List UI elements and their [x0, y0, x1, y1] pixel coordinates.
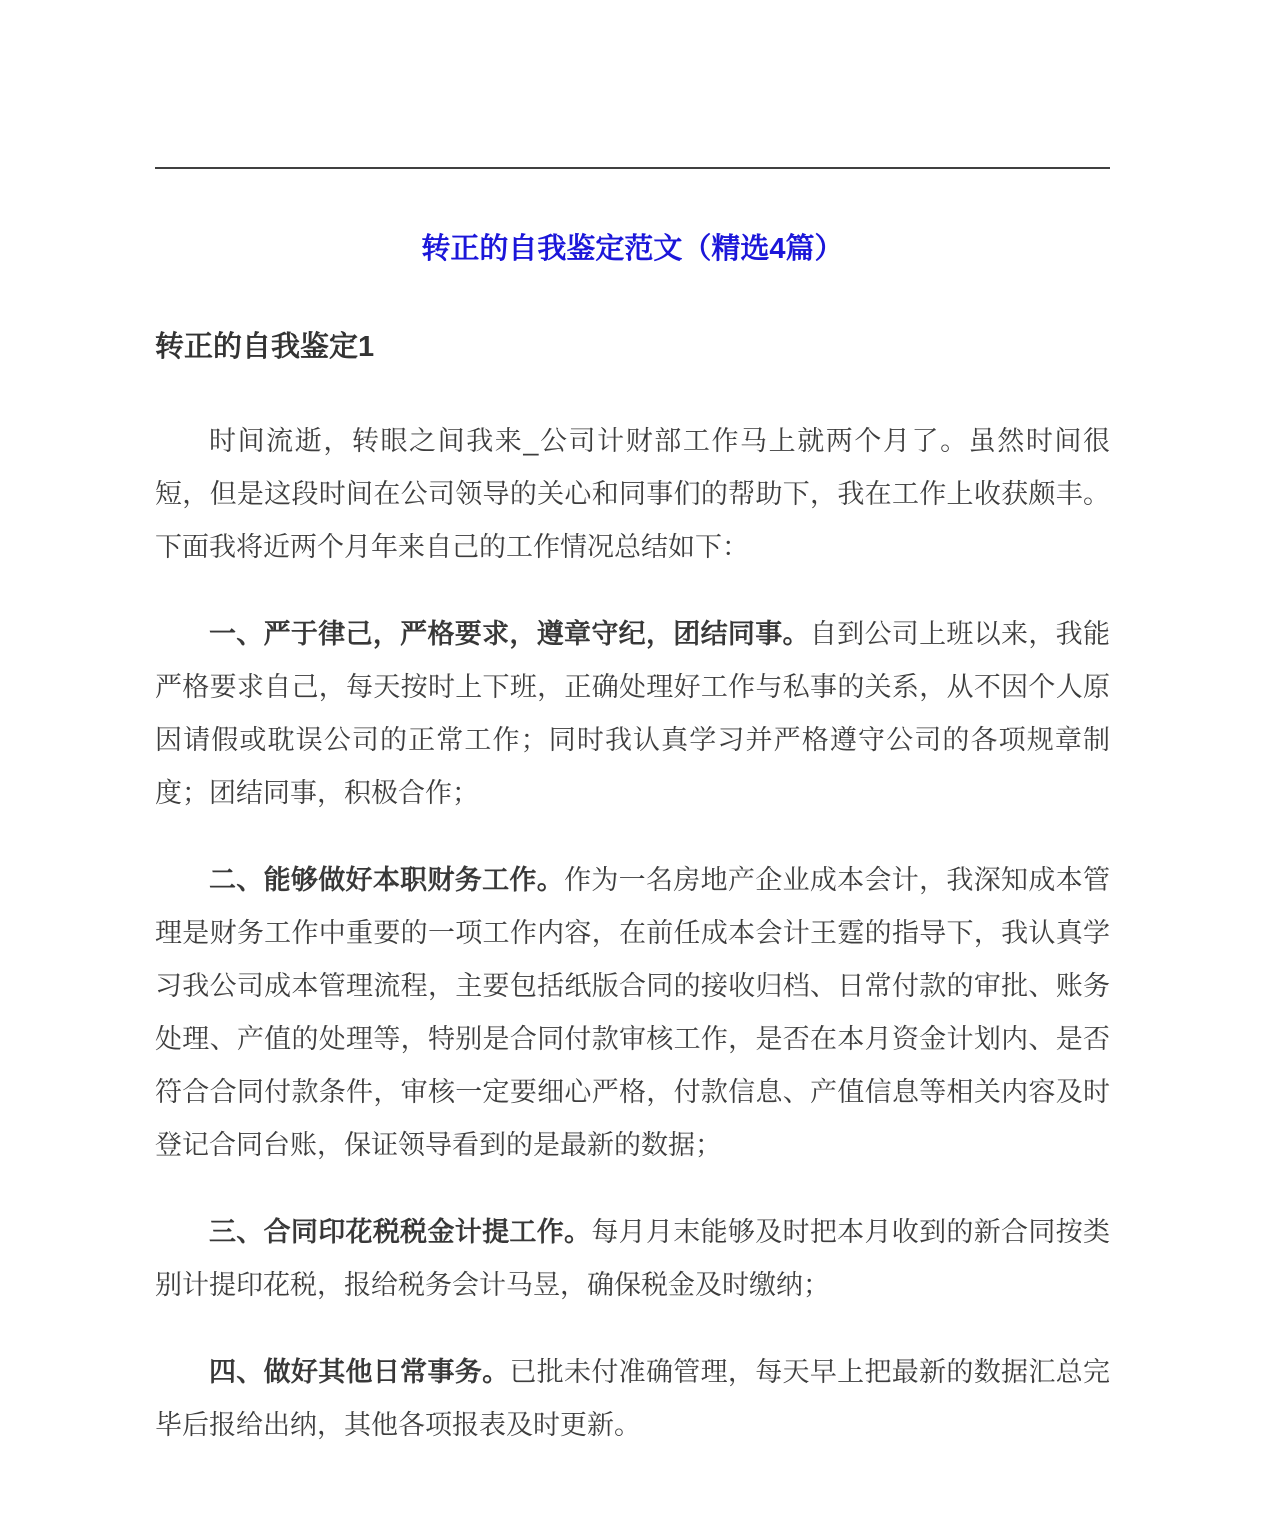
paragraph-text: 每月月末能够及时把本月收到的新合同按类别计提印花税，报给税务会计马昱，确保税金及时缴纳；	[155, 1217, 1110, 1300]
document-title: 转正的自我鉴定范文（精选4篇）	[421, 233, 844, 265]
paragraph-item-4	[155, 1346, 1110, 1452]
document-body	[155, 415, 1110, 1452]
document-content	[0, 167, 1280, 1452]
paragraph-item-1	[155, 608, 1110, 820]
paragraph-lead: 一、严于律己，严格要求，遵章守纪，团结同事。	[209, 619, 810, 649]
paragraph-text: 自到公司上班以来，我能严格要求自己，每天按时上下班，正确处理好工作与私事的关系，从不因个人原因请假或耽误公司的正常工作；同时我认真学习并严格遵守公司的各项规章制度；团结同事，积极合作；	[155, 619, 1110, 808]
paragraph-lead: 三、合同印花税税金计提工作。	[209, 1217, 592, 1247]
paragraph-text: 时间流逝，转眼之间我来_公司计财部工作马上就两个月了。虽然时间很短，但是这段时间在公司领导的关心和同事们的帮助下，我在工作上收获颇丰。下面我将近两个月年来自己的工作情况总结如下：	[155, 426, 1110, 562]
paragraph-text: 作为一名房地产企业成本会计，我深知成本管理是财务工作中重要的一项工作内容，在前任成本会计王霆的指导下，我认真学习我公司成本管理流程，主要包括纸版合同的接收归档、日常付款的审批、账务处理、产值的处理等，特别是合同付款审核工作，是否在本月资金计划内、是否符合合同付款条件，审核一定要细心严格，付款信息、产值信息等相关内容及时登记合同台账，保证领导看到的是最新的数据；	[155, 865, 1110, 1160]
paragraph-lead: 二、能够做好本职财务工作。	[209, 865, 565, 895]
paragraph-item-2	[155, 854, 1110, 1172]
paragraph-lead: 四、做好其他日常事务。	[209, 1357, 510, 1387]
paragraph-text: 已批未付准确管理，每天早上把最新的数据汇总完毕后报给出纳，其他各项报表及时更新。	[155, 1357, 1110, 1440]
top-divider-line	[155, 167, 1110, 169]
paragraph-item-3	[155, 1206, 1110, 1312]
section-heading: 转正的自我鉴定1	[155, 331, 375, 363]
paragraph-intro	[155, 415, 1110, 574]
